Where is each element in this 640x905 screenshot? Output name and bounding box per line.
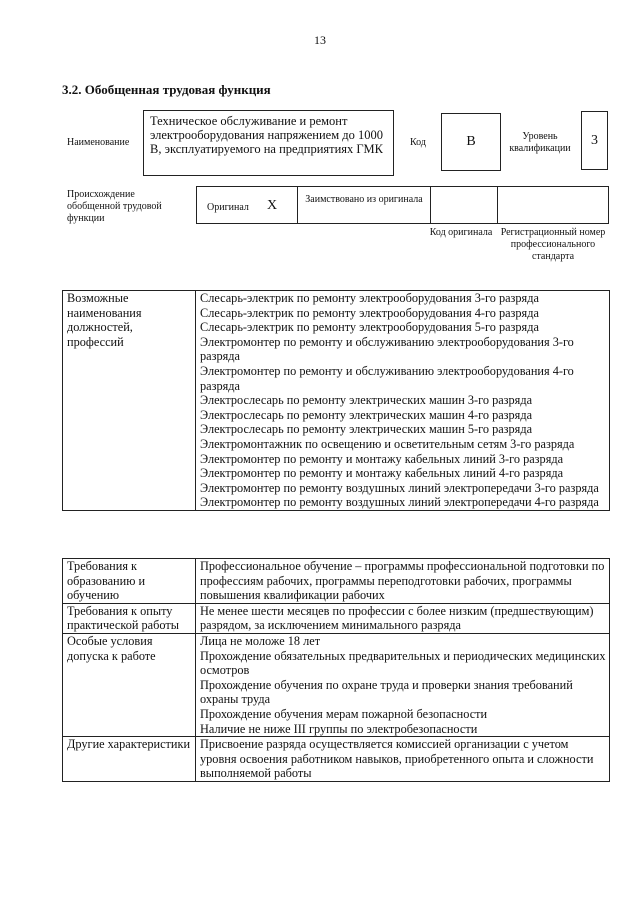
requirement-line: Прохождение обязательных предварительных и периодических медицинских осмотров [200,648,606,678]
requirement-line: Присвоение разряда осуществляется комиссией организации с учетом уровня освоения работником навыков, приобретенного опыта и сложности выполняемой работы [200,737,594,781]
origin-divider [497,187,498,223]
level-value: 3 [581,111,608,170]
page-number: 13 [314,33,326,47]
origin-divider [297,187,298,223]
position-item: Электромонтажник по освещению и осветительным сетям 3-го разряда [200,436,575,451]
position-item: Электрослесарь по ремонту электрических машин 4-го разряда [200,407,533,422]
origin-label: Происхождение обобщенной трудовой функции [67,189,162,224]
positions-label: Возможные наименования должностей, профессий [63,291,196,511]
origin-table [196,186,609,224]
code-original-label: Код оригинала [429,227,493,238]
name-label: Наименование [67,137,130,148]
code-value: B [441,113,501,171]
requirement-value [196,603,610,633]
position-item: Электромонтер по ремонту и обслуживанию электрооборудования 3-го разряда [200,334,574,364]
requirement-label: Требования к образованию и обучению [63,559,196,604]
requirement-value [196,633,610,736]
requirement-row [63,559,610,604]
requirement-row [63,603,610,633]
requirement-line: Наличие не ниже III группы по электробезопасности [200,721,478,736]
requirement-line: Профессиональное обучение – программы профессиональной подготовки по профессиям рабочих, программы переподготовки рабочих, программы повышения квалификации рабочих [200,559,605,603]
origin-divider [430,187,431,223]
requirement-line: Прохождение обучения по охране труда и проверки знания требований охраны труда [200,677,573,707]
requirements-table [62,558,610,782]
position-item: Слесарь-электрик по ремонту электрооборудования 5-го разряда [200,320,539,335]
position-item: Слесарь-электрик по ремонту электрооборудования 4-го разряда [200,305,539,320]
position-item: Электромонтер по ремонту и монтажу кабельных линий 3-го разряда [200,451,564,466]
code-label: Код [410,137,426,148]
original-label: Оригинал [207,202,249,213]
original-mark: X [267,198,278,213]
level-label: Уровень квалификации [509,131,571,154]
position-item: Слесарь-электрик по ремонту электрооборудования 3-го разряда [200,291,539,305]
requirement-line: Не менее шести месяцев по профессии с более низким (предшествующим) разрядом, за исключением минимального разряда [200,603,594,633]
position-item: Электромонтер по ремонту и обслуживанию электрооборудования 4-го разряда [200,363,574,393]
name-value: Техническое обслуживание и ремонт электрооборудования напряжением до 1000 В, эксплуатируемого на предприятиях ГМК [143,110,394,176]
positions-table [62,290,610,511]
requirement-row [63,737,610,782]
requirement-row [63,633,610,736]
reg-number-label: Регистрационный номер профессионального стандарта [500,227,606,262]
requirement-line: Лица не моложе 18 лет [200,633,321,648]
requirement-line: Прохождение обучения мерам пожарной безопасности [200,706,488,721]
positions-list [196,291,610,511]
requirement-value [196,559,610,604]
borrowed-label: Заимствовано из оригинала [305,194,423,205]
position-item: Электромонтер по ремонту воздушных линий электропередачи 3-го разряда [200,480,599,495]
position-item: Электрослесарь по ремонту электрических машин 5-го разряда [200,422,533,437]
position-item: Электромонтер по ремонту воздушных линий электропередачи 4-го разряда [200,495,599,510]
position-item: Электромонтер по ремонту и монтажу кабельных линий 4-го разряда [200,466,564,481]
position-item: Электрослесарь по ремонту электрических машин 3-го разряда [200,393,533,408]
requirement-label: Требования к опыту практической работы [63,603,196,633]
requirement-label: Особые условия допуска к работе [63,633,196,736]
section-title: 3.2. Обобщенная трудовая функция [62,82,271,97]
requirement-label: Другие характеристики [63,737,196,782]
requirement-value [196,737,610,782]
